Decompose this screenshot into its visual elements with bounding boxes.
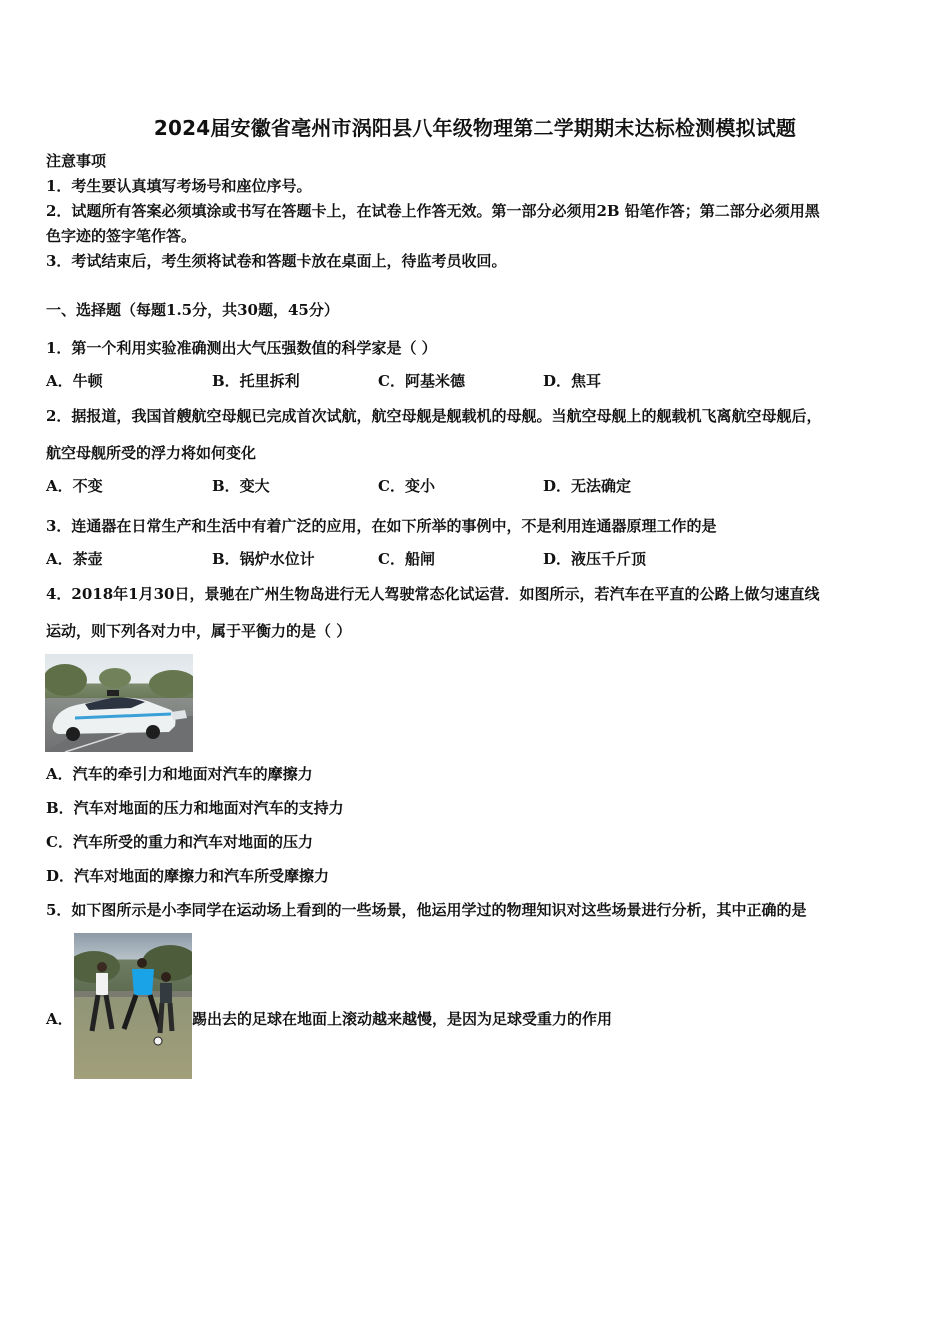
q4-option-d: D．汽车对地面的摩擦力和汽车所受摩擦力 (46, 867, 330, 885)
q1-option-c: C．阿基米德 (378, 372, 465, 390)
question-1-stem: 1．第一个利用实验准确测出大气压强数值的科学家是（ ） (46, 339, 437, 357)
q5-option-a-label: A． (46, 1010, 73, 1028)
q4-option-a: A．汽车的牵引力和地面对汽车的摩擦力 (46, 765, 313, 783)
notice-heading: 注意事项 (46, 152, 107, 170)
question-2-stem-cont: 航空母舰所受的浮力将如何变化 (46, 444, 257, 462)
q1-option-b: B．托里拆利 (212, 372, 300, 390)
question-4-stem: 4．2018年1月30日，景驰在广州生物岛进行无人驾驶常态化试运营．如图所示，若汽车在平直的公路上做匀速直线 (46, 585, 820, 603)
q1-option-a: A．牛顿 (46, 372, 103, 390)
section-heading: 一、选择题（每题1.5分，共30题，45分） (46, 301, 339, 319)
notice-item-1: 1．考生要认真填写考场号和座位序号。 (46, 177, 312, 195)
question-4-stem-cont: 运动，则下列各对力中，属于平衡力的是（ ） (46, 622, 352, 640)
question-2-stem: 2．据报道，我国首艘航空母舰已完成首次试航，航空母舰是舰载机的母舰。当航空母舰上的舰载机飞离航空母舰后， (46, 407, 822, 425)
q2-option-d: D．无法确定 (543, 477, 632, 495)
car-illustration (45, 654, 193, 752)
soccer-players-photo (74, 933, 192, 1079)
q2-option-b: B．变大 (212, 477, 270, 495)
q3-option-c: C．船闸 (378, 550, 435, 568)
self-driving-car-photo (45, 654, 193, 752)
question-3-stem: 3．连通器在日常生产和生活中有着广泛的应用，在如下所举的事例中，不是利用连通器原理工作的是 (46, 517, 717, 535)
page-title: 2024届安徽省亳州市涡阳县八年级物理第二学期期末达标检测模拟试题 (153, 116, 797, 140)
notice-item-2: 2．试题所有答案必须填涂或书写在答题卡上，在试卷上作答无效。第一部分必须用2B 铅笔作答；第二部分必须用黑 (46, 202, 820, 220)
q3-option-d: D．液压千斤顶 (543, 550, 647, 568)
q2-option-c: C．变小 (378, 477, 435, 495)
q5-option-a-text: 踢出去的足球在地面上滚动越来越慢，是因为足球受重力的作用 (192, 1010, 613, 1028)
question-5-stem: 5．如下图所示是小李同学在运动场上看到的一些场景，他运用学过的物理知识对这些场景进行分析，其中正确的是 (46, 901, 807, 919)
notice-item-2-cont: 色字迹的签字笔作答。 (46, 227, 197, 245)
q4-option-c: C．汽车所受的重力和汽车对地面的压力 (46, 833, 313, 851)
soccer-illustration (74, 933, 192, 1079)
notice-item-3: 3．考试结束后，考生须将试卷和答题卡放在桌面上，待监考员收回。 (46, 252, 507, 270)
q2-option-a: A．不变 (46, 477, 103, 495)
q3-option-b: B．锅炉水位计 (212, 550, 315, 568)
q3-option-a: A．茶壶 (46, 550, 103, 568)
q1-option-d: D．焦耳 (543, 372, 602, 390)
q4-option-b: B．汽车对地面的压力和地面对汽车的支持力 (46, 799, 344, 817)
